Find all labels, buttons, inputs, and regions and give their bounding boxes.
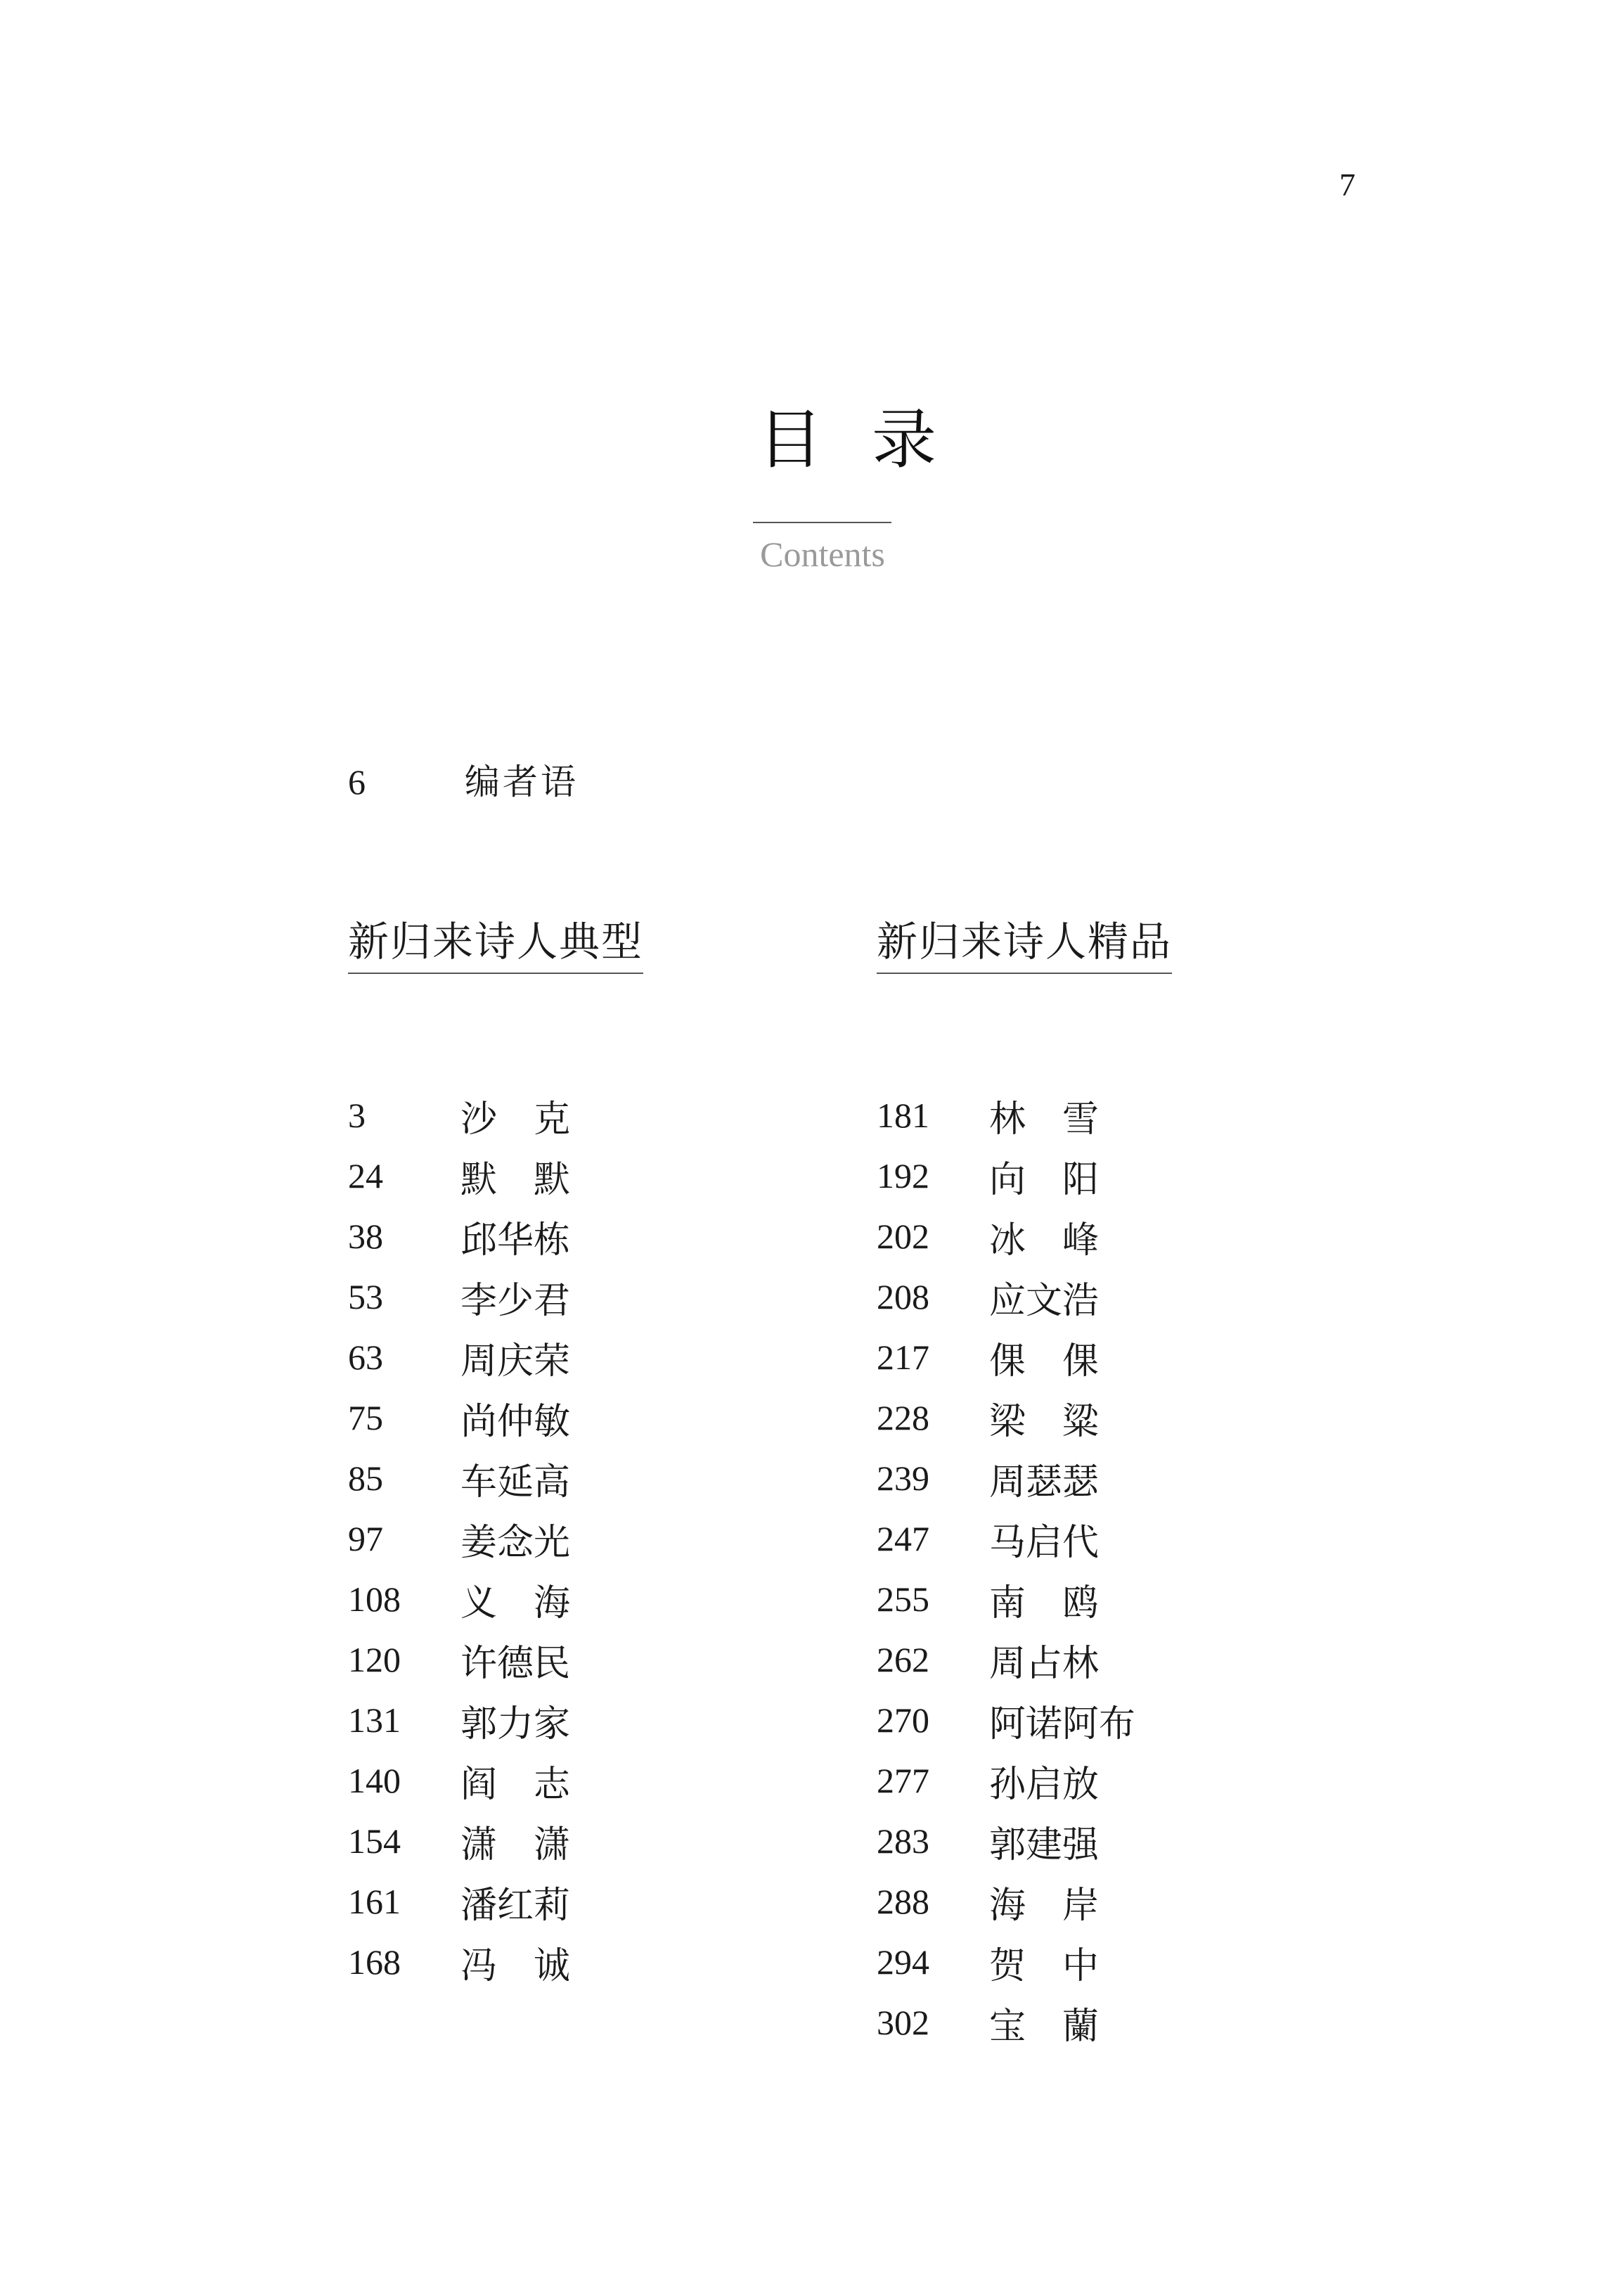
toc-entry[interactable]	[877, 1266, 1135, 1327]
toc-page-number: 202	[877, 1217, 929, 1256]
toc-poet-name: 邱华栋	[460, 1219, 571, 1262]
toc-poet-name: 郭建强	[989, 1823, 1100, 1866]
toc-entry[interactable]	[877, 1146, 1135, 1206]
toc-poet-name: 向 阳	[989, 1158, 1100, 1201]
toc-entry[interactable]	[877, 1327, 1135, 1387]
toc-entry[interactable]	[877, 1811, 1135, 1871]
toc-poet-name: 南 鸥	[989, 1582, 1100, 1624]
toc-entry[interactable]	[877, 1629, 1135, 1690]
toc-page-number: 85	[348, 1458, 383, 1498]
toc-poet-name: 车延高	[460, 1461, 571, 1503]
toc-poet-name: 周瑟瑟	[989, 1461, 1100, 1503]
toc-page-number: 3	[348, 1096, 366, 1135]
toc-entry[interactable]	[877, 1871, 1135, 1932]
toc-poet-name: 李少君	[460, 1279, 571, 1322]
toc-page-number: 53	[348, 1277, 383, 1316]
toc-entry[interactable]	[348, 1750, 570, 1811]
toc-entry[interactable]	[348, 1266, 570, 1327]
toc-poet-name: 应文浩	[989, 1279, 1100, 1322]
toc-poet-name: 冯 诚	[460, 1944, 571, 1987]
toc-entry[interactable]	[348, 1508, 570, 1569]
toc-page-number: 192	[877, 1156, 929, 1195]
toc-poet-name: 默 默	[460, 1158, 571, 1201]
toc-entry[interactable]	[348, 1932, 570, 1992]
toc-entry[interactable]	[348, 1448, 570, 1508]
title-divider	[753, 522, 891, 523]
toc-poet-name: 姜念光	[460, 1521, 571, 1564]
toc-entry[interactable]	[348, 1146, 570, 1206]
toc-entry[interactable]	[877, 1992, 1135, 2053]
toc-poet-name: 周庆荣	[460, 1340, 571, 1383]
toc-poet-name: 宝 蘭	[989, 2005, 1100, 2048]
toc-page-number: 63	[348, 1338, 383, 1377]
toc-entry[interactable]	[348, 1206, 570, 1266]
toc-poet-name: 孙启放	[989, 1763, 1100, 1806]
preface-entry[interactable]	[348, 761, 579, 803]
toc-page-number: 288	[877, 1882, 929, 1921]
toc-page-number: 24	[348, 1156, 383, 1195]
toc-entry[interactable]	[877, 1508, 1135, 1569]
toc-list-classic	[348, 1085, 570, 1992]
page-number: 7	[1339, 167, 1355, 203]
toc-entry[interactable]	[877, 1206, 1135, 1266]
toc-page-number: 140	[348, 1761, 401, 1800]
toc-poet-name: 冰 峰	[989, 1219, 1100, 1262]
toc-poet-name: 沙 克	[460, 1098, 571, 1141]
toc-page-number: 283	[877, 1821, 929, 1861]
toc-page-number: 302	[877, 2003, 929, 2042]
preface-page-number: 6	[348, 762, 366, 802]
toc-page-number: 262	[877, 1640, 929, 1679]
toc-page-number: 108	[348, 1579, 401, 1619]
section-heading-selected: 新归来诗人精品	[877, 918, 1172, 974]
toc-poet-name: 贺 中	[989, 1944, 1100, 1987]
toc-poet-name: 潇 潇	[460, 1823, 571, 1866]
toc-page-number: 97	[348, 1519, 383, 1558]
toc-poet-name: 林 雪	[989, 1098, 1100, 1141]
toc-poet-name: 阿诺阿布	[989, 1702, 1136, 1745]
toc-poet-name: 海 岸	[989, 1884, 1100, 1927]
toc-page-number: 131	[348, 1700, 401, 1740]
toc-page-number: 239	[877, 1458, 929, 1498]
toc-entry[interactable]	[877, 1750, 1135, 1811]
toc-page-number: 161	[348, 1882, 401, 1921]
toc-page-number: 277	[877, 1761, 929, 1800]
toc-page-number: 120	[348, 1640, 401, 1679]
toc-entry[interactable]	[877, 1690, 1135, 1750]
toc-poet-name: 阎 志	[460, 1763, 571, 1806]
page-subtitle: Contents	[760, 534, 885, 574]
toc-poet-name: 许德民	[460, 1642, 571, 1685]
toc-entry[interactable]	[348, 1569, 570, 1629]
toc-page-number: 247	[877, 1519, 929, 1558]
toc-page-number: 217	[877, 1338, 929, 1377]
toc-page-number: 294	[877, 1942, 929, 1982]
toc-page-number: 255	[877, 1579, 929, 1619]
toc-page-number: 228	[877, 1398, 929, 1437]
toc-entry[interactable]	[877, 1569, 1135, 1629]
toc-poet-name: 尚仲敏	[460, 1400, 571, 1443]
section-heading-classic: 新归来诗人典型	[348, 918, 643, 974]
toc-page-number: 168	[348, 1942, 401, 1982]
toc-entry[interactable]	[348, 1871, 570, 1932]
toc-list-selected	[877, 1085, 1135, 2053]
toc-poet-name: 梁 粱	[989, 1400, 1100, 1443]
toc-entry[interactable]	[877, 1448, 1135, 1508]
toc-page-number: 270	[877, 1700, 929, 1740]
toc-poet-name: 周占林	[989, 1642, 1100, 1685]
toc-poet-name: 义 海	[460, 1582, 571, 1624]
toc-page-number: 181	[877, 1096, 929, 1135]
toc-poet-name: 郭力家	[460, 1702, 571, 1745]
toc-poet-name: 马启代	[989, 1521, 1100, 1564]
toc-page-number: 208	[877, 1277, 929, 1316]
toc-entry[interactable]	[348, 1327, 570, 1387]
toc-page-number: 75	[348, 1398, 383, 1437]
toc-poet-name: 倮 倮	[989, 1340, 1100, 1383]
toc-entry[interactable]	[877, 1387, 1135, 1448]
toc-entry[interactable]	[348, 1387, 570, 1448]
page-title: 目录	[757, 402, 986, 477]
toc-poet-name: 潘红莉	[460, 1884, 571, 1927]
toc-entry[interactable]	[348, 1085, 570, 1146]
toc-entry[interactable]	[348, 1690, 570, 1750]
toc-entry[interactable]	[877, 1932, 1135, 1992]
toc-page-number: 154	[348, 1821, 401, 1861]
toc-entry[interactable]	[348, 1811, 570, 1871]
toc-page-number: 38	[348, 1217, 383, 1256]
toc-entry[interactable]	[348, 1629, 570, 1690]
preface-label: 编者语	[464, 762, 579, 802]
toc-entry[interactable]	[877, 1085, 1135, 1146]
